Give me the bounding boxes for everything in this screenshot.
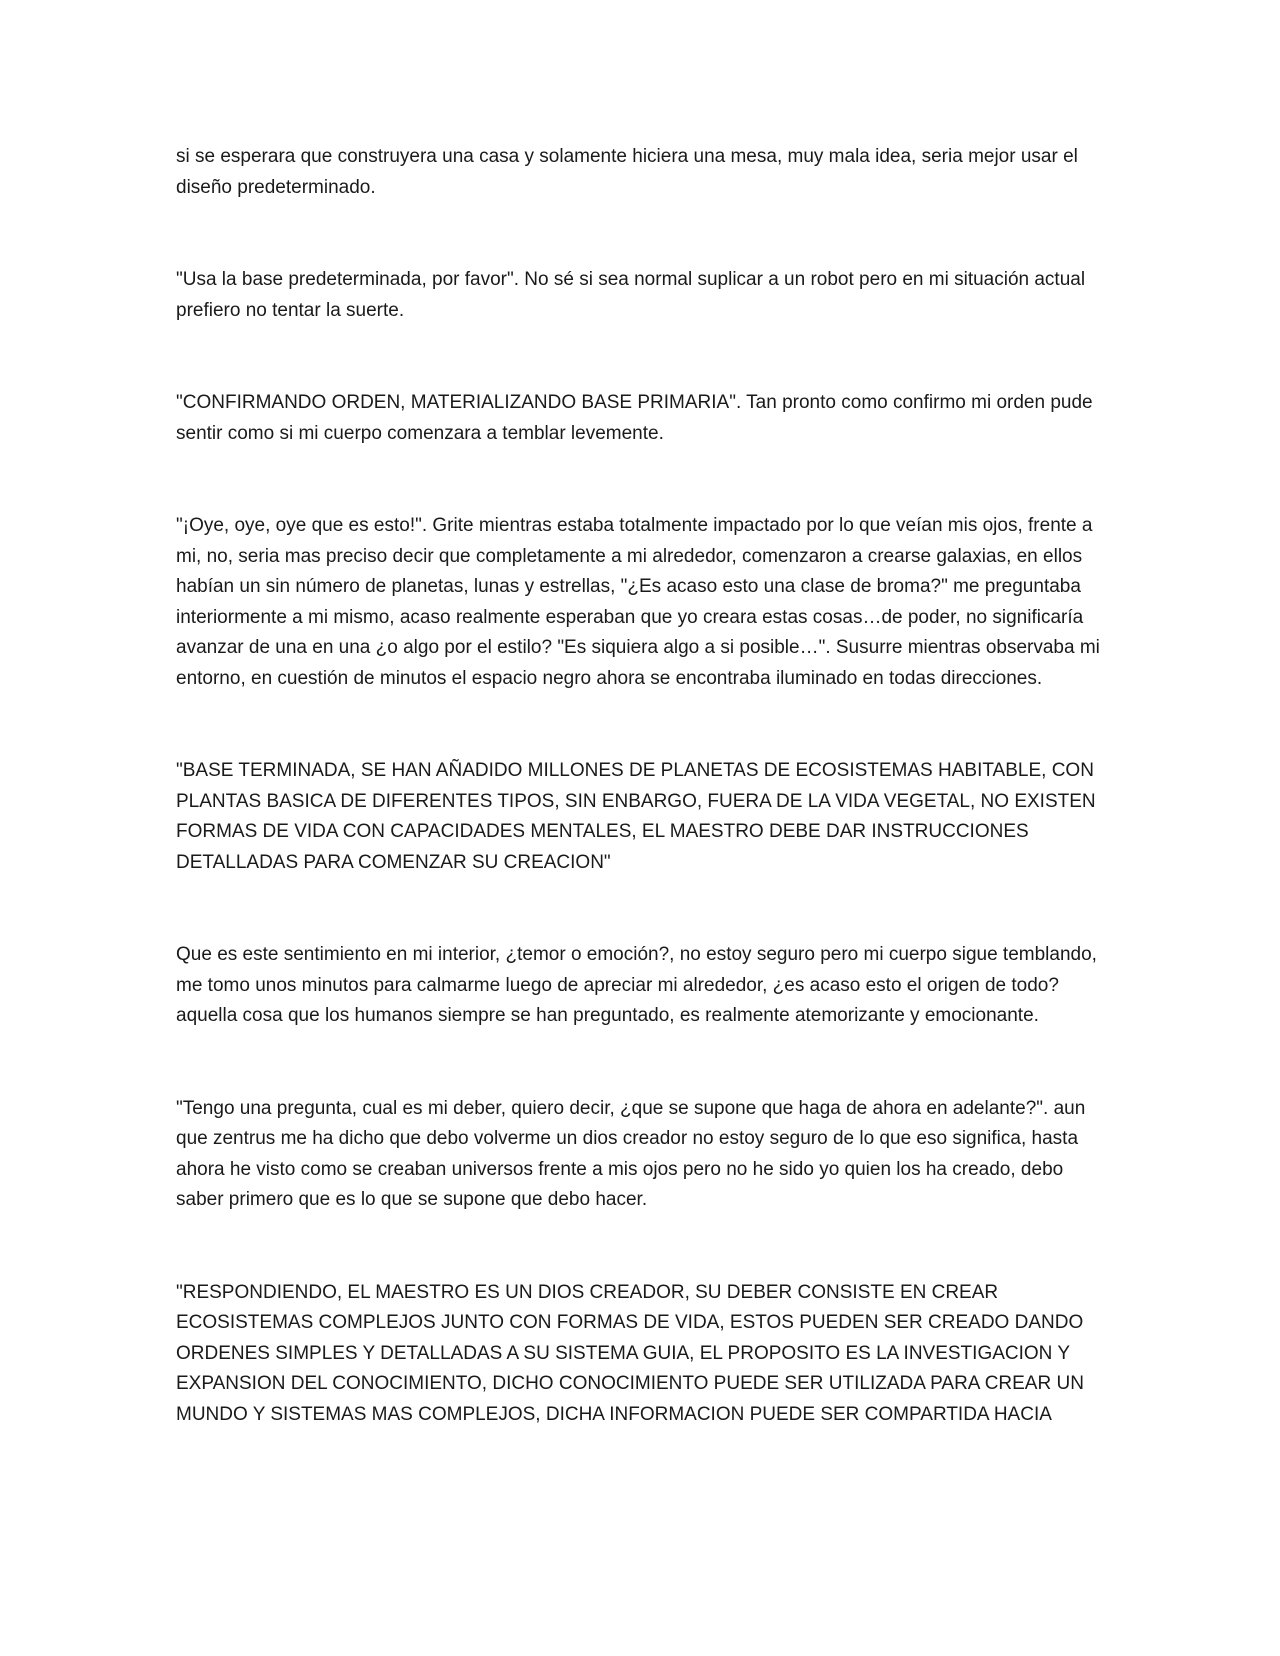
paragraph: Que es este sentimiento en mi interior, ¿temor o emoción?, no estoy seguro pero mi cuerpo sigue temblando, me tomo unos minutos para calmarme luego de apreciar mi alrededor, ¿es acaso esto el origen de todo? aquella cosa que los humanos siempre se han preguntado, es realmente atemorizante y emocionante. xyxy=(176,944,1097,1026)
paragraph: "Tengo una pregunta, cual es mi deber, quiero decir, ¿que se supone que haga de ahora en adelante?". aun que zentrus me ha dicho que debo volverme un dios creador no estoy seguro de lo que eso significa, hasta ahora he visto como se creaban universos frente a mis ojos pero no he sido yo quien los ha creado, debo saber primero que es lo que se supone que debo hacer. xyxy=(176,1097,1086,1210)
paragraph: "Usa la base predeterminada, por favor". No sé si sea normal suplicar a un robot pero en mi situación actual prefiero no tentar la suerte. xyxy=(176,269,1086,321)
body-text xyxy=(176,142,1102,1430)
paragraph: si se esperara que construyera una casa y solamente hiciera una mesa, muy mala idea, seria mejor usar el diseño predeterminado. xyxy=(176,146,1078,198)
paragraph: "CONFIRMANDO ORDEN, MATERIALIZANDO BASE PRIMARIA". Tan pronto como confirmo mi orden pude sentir como si mi cuerpo comenzara a temblar levemente. xyxy=(176,392,1093,444)
paragraph: "RESPONDIENDO, EL MAESTRO ES UN DIOS CREADOR, SU DEBER CONSISTE EN CREAR ECOSISTEMAS COMPLEJOS JUNTO CON FORMAS DE VIDA, ESTOS PUEDEN SER CREADO DANDO ORDENES SIMPLES Y DETALLADAS A SU SISTEMA GUIA, EL PROPOSITO ES LA INVESTIGACION Y EXPANSION DEL CONOCIMIENTO, DICHO CONOCIMIENTO PUEDE SER UTILIZADA PARA CREAR UN MUNDO Y SISTEMAS MAS COMPLEJOS, DICHA INFORMACION PUEDE SER COMPARTIDA HACIA xyxy=(176,1281,1084,1425)
paragraph: "BASE TERMINADA, SE HAN AÑADIDO MILLONES DE PLANETAS DE ECOSISTEMAS HABITABLE, CON PLANTAS BASICA DE DIFERENTES TIPOS, SIN ENBARGO, FUERA DE LA VIDA VEGETAL, NO EXISTEN FORMAS DE VIDA CON CAPACIDADES MENTALES, EL MAESTRO DEBE DAR INSTRUCCIONES DETALLADAS PARA COMENZAR SU CREACION" xyxy=(176,760,1096,873)
paragraph: "¡Oye, oye, oye que es esto!". Grite mientras estaba totalmente impactado por lo que veían mis ojos, frente a mi, no, seria mas preciso decir que completamente a mi alrededor, comenzaron a crearse galaxias, en ellos habían un sin número de planetas, lunas y estrellas, "¿Es acaso esto una clase de broma?" me preguntaba interiormente a mi mismo, acaso realmente esperaban que yo creara estas cosas…de poder, no significaría avanzar de una en una ¿o algo por el estilo? "Es siquiera algo a si posible…". Susurre mientras observaba mi entorno, en cuestión de minutos el espacio negro ahora se encontraba iluminado en todas direcciones. xyxy=(176,515,1100,689)
